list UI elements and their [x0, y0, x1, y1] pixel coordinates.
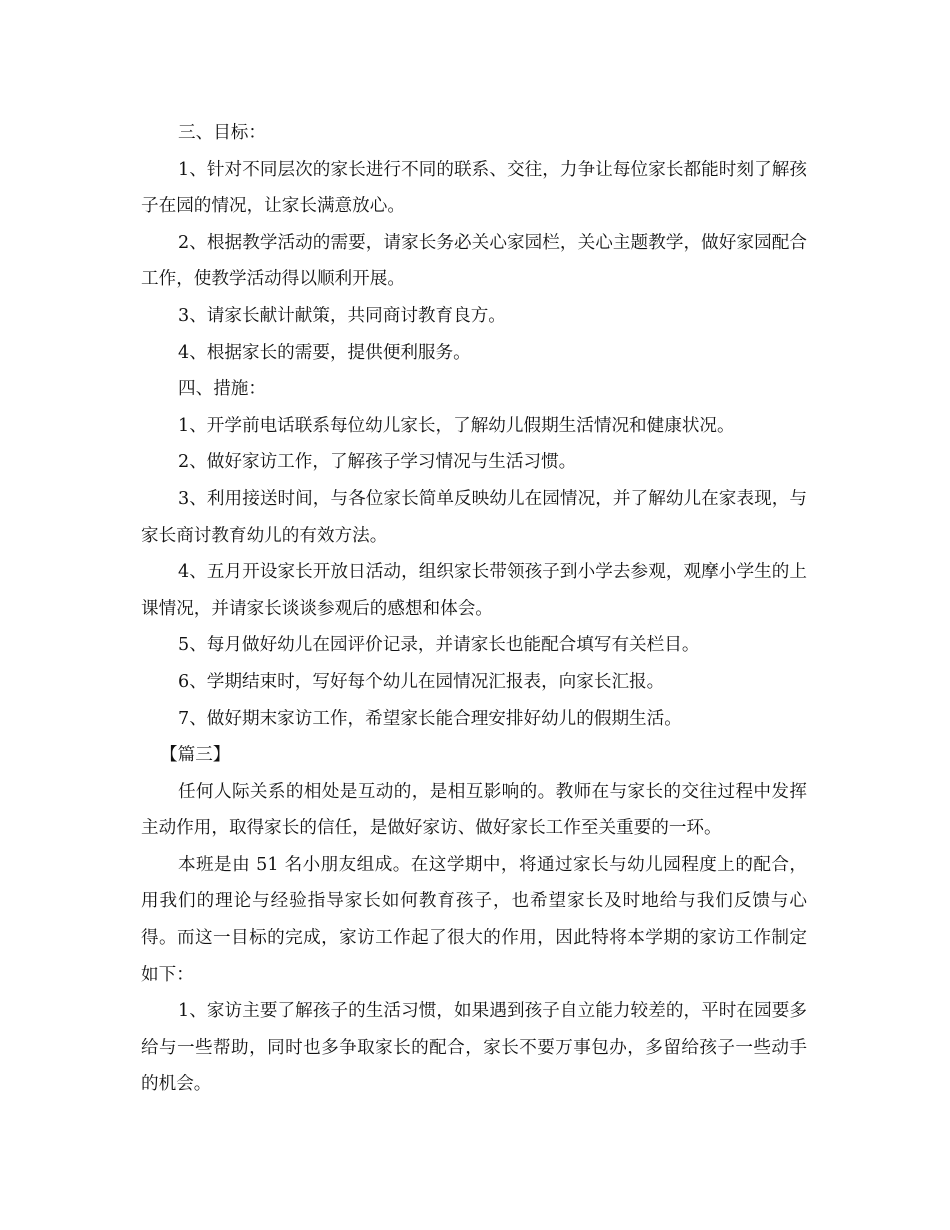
body-paragraph: 任何人际关系的相处是互动的，是相互影响的。教师在与家长的交往过程中发挥主动作用，取得家长的信任，是做好家访、做好家长工作至关重要的一环。 — [141, 781, 807, 839]
measure-paragraph: 2、做好家访工作，了解孩子学习情况与生活习惯。 — [178, 452, 577, 473]
section-heading-measures: 四、措施： — [178, 379, 266, 400]
measure-paragraph: 1、开学前电话联系每位幼儿家长，了解幼儿假期生活情况和健康状况。 — [178, 415, 735, 436]
measure-paragraph: 7、做好期末家访工作，希望家长能合理安排好幼儿的假期生活。 — [178, 708, 682, 729]
section-heading-goals: 三、目标： — [178, 123, 266, 143]
measure-paragraph: 4、五月开设家长开放日活动，组织家长带领孩子到小学去参观，观摩小学生的上课情况，并请家长谈谈参观后的感想和体会。 — [141, 562, 807, 619]
body-paragraph: 本班是由 51 名小朋友组成。在这学期中，将通过家长与幼儿园程度上的配合，用我们的理论与经验指导家长如何教育孩子，也希望家长及时地给与我们反馈与心得。而这一目标的完成，家访工作起了很大的作用，因此特将本学期的家访工作制定如下： — [141, 854, 807, 985]
goal-paragraph: 4、根据家长的需要，提供便利服务。 — [178, 342, 471, 363]
measure-paragraph: 3、利用接送时间，与各位家长简单反映幼儿在园情况，并了解幼儿在家表现，与家长商讨教育幼儿的有效方法。 — [141, 488, 807, 546]
goal-paragraph: 1、针对不同层次的家长进行不同的联系、交往，力争让每位家长都能时刻了解孩子在园的情况，让家长满意放心。 — [141, 159, 807, 217]
part-three-heading: 【篇三】 — [160, 745, 231, 766]
document-body — [141, 115, 807, 1103]
measure-paragraph: 5、每月做好幼儿在园评价记录，并请家长也能配合填写有关栏目。 — [178, 635, 700, 656]
measure-paragraph: 6、学期结束时，写好每个幼儿在园情况汇报表，向家长汇报。 — [178, 671, 665, 692]
body-paragraph: 1、家访主要了解孩子的生活习惯，如果遇到孩子自立能力较差的，平时在园要多给与一些帮助，同时也多争取家长的配合，家长不要万事包办，多留给孩子一些动手的机会。 — [141, 1001, 807, 1095]
goal-paragraph: 2、根据教学活动的需要，请家长务必关心家园栏，关心主题教学，做好家园配合工作，使教学活动得以顺利开展。 — [141, 232, 807, 290]
goal-paragraph: 3、请家长献计献策，共同商讨教育良方。 — [178, 305, 506, 326]
